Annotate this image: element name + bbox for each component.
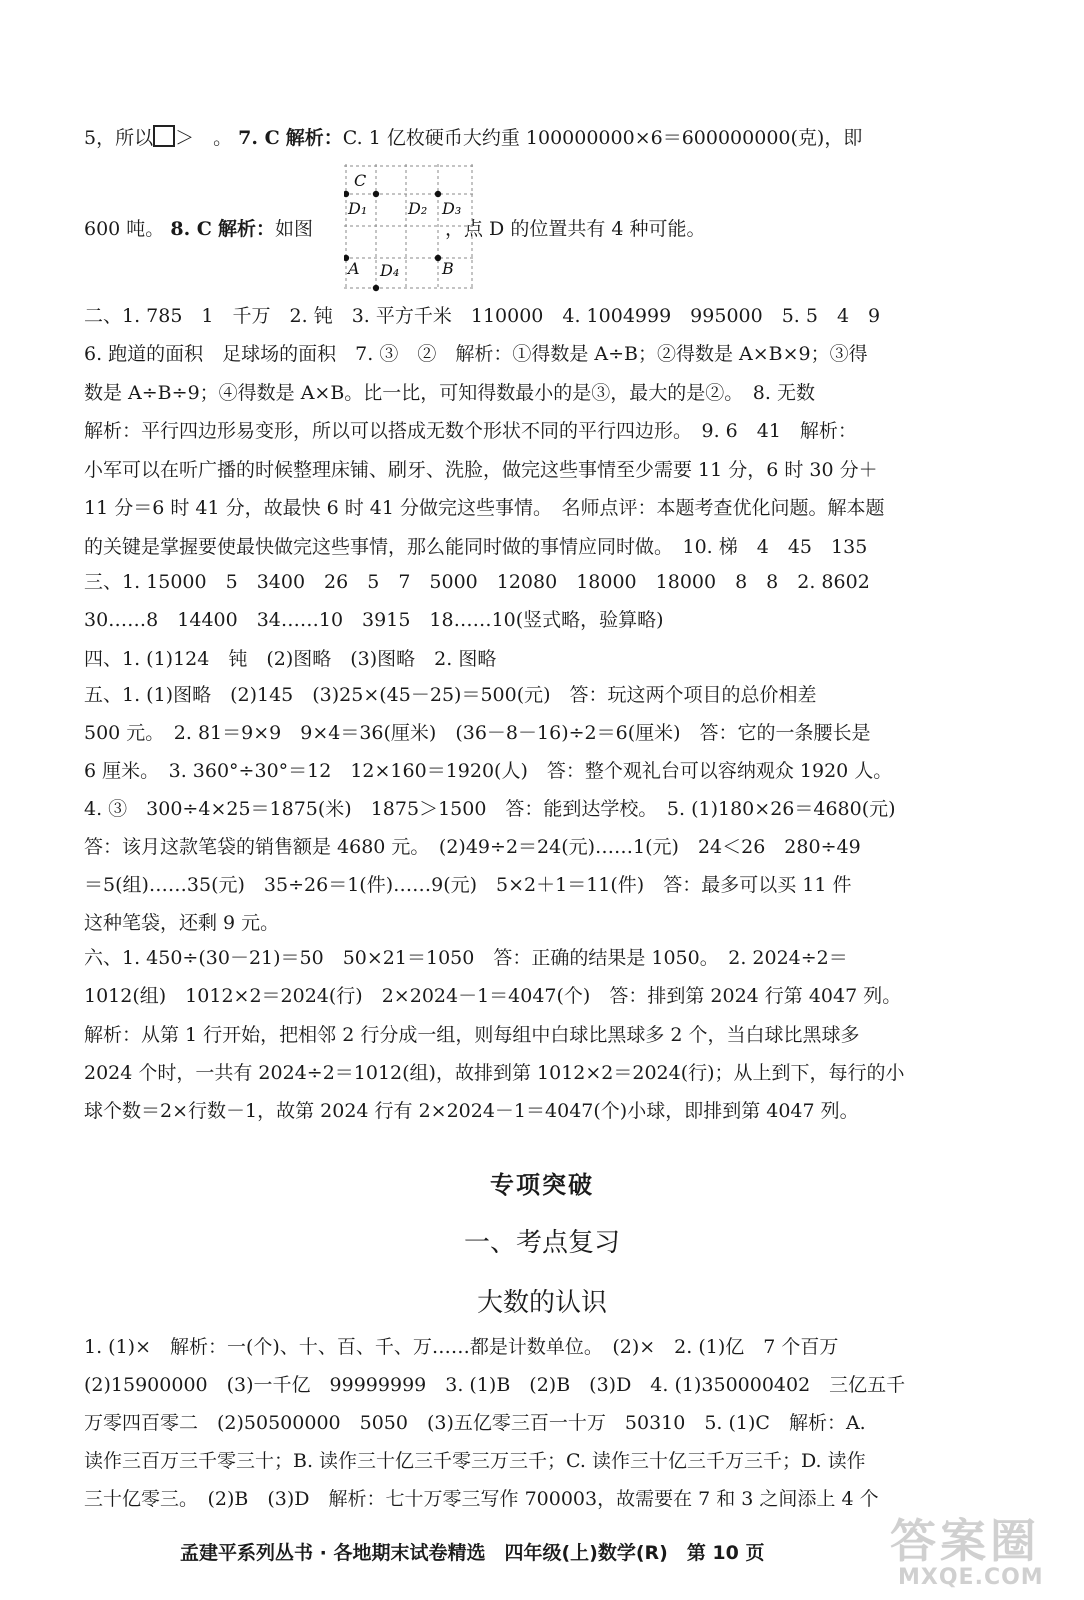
answer-line: 五、1. (1)图略 (2)145 (3)25×(45－25)＝500(元) 答：玩这两个项目的总价相差 bbox=[84, 684, 817, 706]
answer-line: 1012(组) 1012×2＝2024(行) 2×2024－1＝4047(个) 答：排到第 2024 行第 4047 列。 bbox=[84, 985, 902, 1007]
answer-line: (2)15900000 (3)一千亿 99999999 3. (1)B (2)B (3)D 4. (1)350000402 三亿五千 bbox=[84, 1374, 906, 1396]
answer-line: 4. ③ 300÷4×25＝1875(米) 1875＞1500 答：能到达学校。 5. (1)180×26＝4680(元) bbox=[84, 798, 896, 820]
page-footer: 孟建平系列丛书 · 各地期末试卷精选 四年级(上)数学(R) 第 10 页 bbox=[180, 1542, 765, 1564]
answer-line: 六、1. 450÷(30－21)＝50 50×21＝1050 答：正确的结果是 1050。 2. 2024÷2＝ bbox=[84, 947, 848, 969]
answer-line: 的关键是掌握要使最快做完这些事情，那么能同时做的事情应同时做。 10. 梯 4 45 135 bbox=[84, 536, 868, 558]
answer-line: 四、1. (1)124 钝 (2)图略 (3)图略 2. 图略 bbox=[84, 648, 497, 670]
grid-label-d1: D₁ bbox=[348, 199, 368, 218]
grid-point-b bbox=[435, 255, 441, 261]
answer-line: 球个数＝2×行数－1，故第 2024 行有 2×2024－1＝4047(个)小球，即排到第 4047 列。 bbox=[84, 1100, 859, 1122]
question-number: 7. C bbox=[238, 127, 280, 149]
answer-line: 万零四百零二 (2)50500000 5050 (3)五亿零三百一十万 50310 5. (1)C 解析：A. bbox=[84, 1412, 866, 1434]
text-run: C. 1 亿枚硬币大约重 100000000×6＝600000000(克)，即 bbox=[342, 127, 863, 149]
answer-line: 解析：平行四边形易变形，所以可以搭成无数个形状不同的平行四边形。 9. 6 41 解析： bbox=[84, 420, 857, 442]
answer-line: 这种笔袋，还剩 9 元。 bbox=[84, 912, 280, 934]
answer-line: 小军可以在听广播的时候整理床铺、刷牙、洗脸，做完这些事情至少需要 11 分，6 时 30 分＋ bbox=[84, 459, 878, 481]
answer-line: 三、1. 15000 5 3400 26 5 7 5000 12080 18000 18000 8 8 2. 8602 bbox=[84, 571, 870, 593]
answer-line: 答：该月这款笔袋的销售额是 4680 元。 (2)49÷2＝24(元)……1(元) 24＜26 280÷49 bbox=[84, 836, 861, 858]
text-run: 5，所以 bbox=[84, 127, 154, 149]
special-heading: 专项突破 bbox=[490, 1170, 594, 1199]
answer-line: 解析：从第 1 行开始，把相邻 2 行分成一组，则每组中白球比黑球多 2 个，当白球比黑球多 bbox=[84, 1024, 860, 1046]
grid-point-d1 bbox=[344, 191, 349, 197]
grid-point-c bbox=[373, 191, 379, 197]
answer-line: ＝5(组)……35(元) 35÷26＝1(件)……9(元) 5×2＋1＝11(件) 答：最多可以买 11 件 bbox=[84, 874, 852, 896]
answer-line: 二、1. 785 1 千万 2. 钝 3. 平方千米 110000 4. 1004999 995000 5. 5 4 9 bbox=[84, 305, 881, 327]
point-grid-figure bbox=[344, 164, 476, 292]
answer-line: 读作三百万三千零三十；B. 读作三十亿三千零三万三千；C. 读作三十亿三千万三千；D. 读作 bbox=[84, 1450, 866, 1472]
answer-line-1 bbox=[84, 123, 984, 153]
answer-line-2 bbox=[84, 214, 984, 244]
watermark-logo bbox=[880, 1505, 1070, 1595]
watermark-bottom: MXQE.COM bbox=[898, 1565, 1044, 1590]
answer-line: 11 分＝6 时 41 分，故最快 6 时 41 分做完这些事情。 名师点评：本题考查优化问题。解本题 bbox=[84, 497, 885, 519]
text-run: 如图 bbox=[275, 218, 314, 240]
answer-line: 数是 A÷B÷9；④得数是 A×B。比一比，可知得数最小的是③，最大的是②。 8. 无数 bbox=[84, 382, 815, 404]
grid-label-b: B bbox=[442, 259, 454, 278]
answer-line: 三十亿零三。 (2)B (3)D 解析：七十万零三写作 700003，故需要在 7 和 3 之间添上 4 个 bbox=[84, 1488, 879, 1510]
watermark-top: 答案圈 bbox=[890, 1514, 1040, 1568]
grid-label-c: C bbox=[354, 171, 367, 190]
section-heading: 一、考点复习 bbox=[463, 1228, 620, 1258]
grid-label-a: A bbox=[348, 259, 360, 278]
text-run: 600 吨。 bbox=[84, 218, 165, 240]
topic-heading: 大数的认识 bbox=[476, 1288, 607, 1318]
grid-point-d4 bbox=[373, 285, 379, 291]
grid-label-d3: D₃ bbox=[442, 199, 462, 218]
answer-line: 6 厘米。 3. 360°÷30°＝12 12×160＝1920(人) 答：整个观礼台可以容纳观众 1920 人。 bbox=[84, 760, 893, 782]
grid-label-d4: D₄ bbox=[380, 261, 400, 280]
answer-line: 2024 个时，一共有 2024÷2＝1012(组)，故排到第 1012×2＝2024(行)；从上到下，每行的小 bbox=[84, 1062, 905, 1084]
answer-line: 6. 跑道的面积 足球场的面积 7. ③ ② 解析：①得数是 A÷B；②得数是 A×B×9；③得 bbox=[84, 343, 868, 365]
grid-label-d2: D₂ bbox=[408, 199, 428, 218]
answer-line: 30……8 14400 34……10 3915 18……10(竖式略，验算略) bbox=[84, 609, 664, 631]
grid-point-d2 bbox=[435, 191, 441, 197]
question-number: 8. C bbox=[170, 218, 212, 240]
analysis-label: 解析： bbox=[217, 218, 275, 240]
text-run: ，点 D 的位置共有 4 种可能。 bbox=[445, 218, 706, 240]
answer-line: 1. (1)× 解析：一(个)、十、百、千、万……都是计数单位。 (2)× 2. (1)亿 7 个百万 bbox=[84, 1336, 839, 1358]
analysis-label: 解析： bbox=[285, 127, 343, 149]
blank-box-icon bbox=[153, 125, 175, 147]
answer-line: 500 元。 2. 81＝9×9 9×4＝36(厘米) (36－8－16)÷2＝6(厘米) 答：它的一条腰长是 bbox=[84, 722, 871, 744]
text-run: ＞ 。 bbox=[175, 127, 233, 149]
